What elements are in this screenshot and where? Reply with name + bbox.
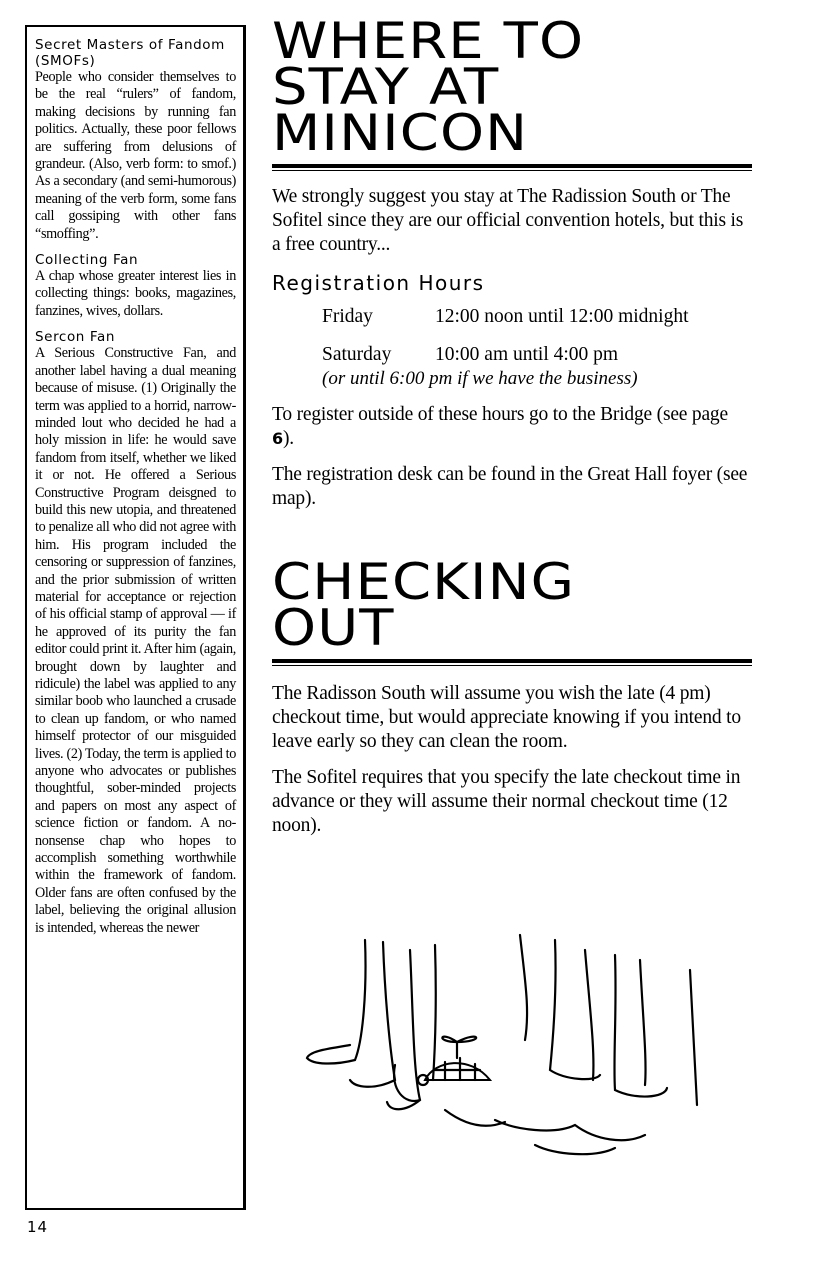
where-title-line: STAY AT — [272, 58, 500, 116]
glossary-definition: A Serious Constructive Fan, and another label having a dual meaning because of misuse. (1) Originally the term was applied to a horrid, narrow-minded lout who decided he had a holy mission in life: he would save fandom from itself, whether we liked it or not. He offered a Serious Constructive Program deisgned to build this new utopia, and threatened to penalize all who did not agree with him. His program included the censoring or suppression of fanzines, and the prior submission of written material for acceptance or rejection of his official stamp of approval — if he approved of its purity the fan editor could print it. After him (again, brought down by laughter and ridicule) the label was applied to any similar boob who launched a crusade to clean up fandom, or who named himself protector of our misguided lives. (2) Today, the term is applied to anyone who advocates or publishes thoughtful, sober-minded projects and papers on most any aspect of science fiction or fandom. A no-nonsense chap who hopes to accomplish something worthwhile within the framework of fandom. Older fans are often confused by the label, believing the original allusion is intended, whereas the newer — [35, 345, 236, 936]
glossary-definition: A chap whose greater interest lies in collecting things: books, magazines, fanzines, wives, dollars. — [35, 268, 236, 319]
glossary-sidebar — [25, 25, 246, 1210]
hours-row: Saturday 10:00 am until 4:00 pm — [322, 344, 619, 365]
legs-beanie-illustration — [295, 930, 725, 1165]
heading-rule-thin — [272, 665, 752, 666]
main-column — [272, 12, 752, 850]
registration-heading: Registration Hours — [272, 271, 485, 295]
hours-row: Friday 12:00 noon until 12:00 midnight — [322, 306, 689, 327]
glossary-definition: People who consider themselves to be the real “rulers” of fandom, making decisions by running fan politics. Actually, these poor fellows are suffering from delusions of grandeur. (Also, verb form: to smof.) As a secondary (and semi-humorous) meaning of the verb form, some fans call gossiping with other fans “smoffing”. — [35, 69, 236, 242]
desk-text: The registration desk can be found in the Great Hall foyer (see map). — [272, 464, 748, 509]
checkout-paragraph: The Radisson South will assume you wish the late (4 pm) checkout time, but would appreciate knowing if you intend to leave early so they can clean the room. — [272, 683, 741, 752]
hours-note: (or until 6:00 pm if we have the business) — [322, 368, 638, 389]
where-title-line: WHERE TO — [272, 12, 585, 70]
page-reference: 6 — [272, 429, 283, 448]
glossary-term: Sercon Fan — [35, 329, 116, 346]
outside-hours-text: To register outside of these hours go to the Bridge (see page 6). — [272, 404, 728, 449]
heading-rule — [272, 659, 752, 663]
checkout-paragraph: The Sofitel requires that you specify the late checkout time in advance or they will assume their normal checkout time (12 noon). — [272, 767, 741, 836]
glossary-term: Collecting Fan — [35, 252, 139, 269]
glossary-term: Secret Masters of Fandom (SMOFs) — [35, 37, 225, 69]
checkout-title-line: OUT — [272, 599, 395, 657]
checkout-title-line: CHECKING — [272, 553, 576, 611]
where-title-line: MINICON — [272, 104, 529, 162]
where-intro: We strongly suggest you stay at The Radission South or The Sofitel since they are our official convention hotels, but this is a free country... — [272, 186, 744, 255]
heading-rule — [272, 164, 752, 168]
page-number: 14 — [27, 1218, 49, 1236]
heading-rule-thin — [272, 170, 752, 171]
